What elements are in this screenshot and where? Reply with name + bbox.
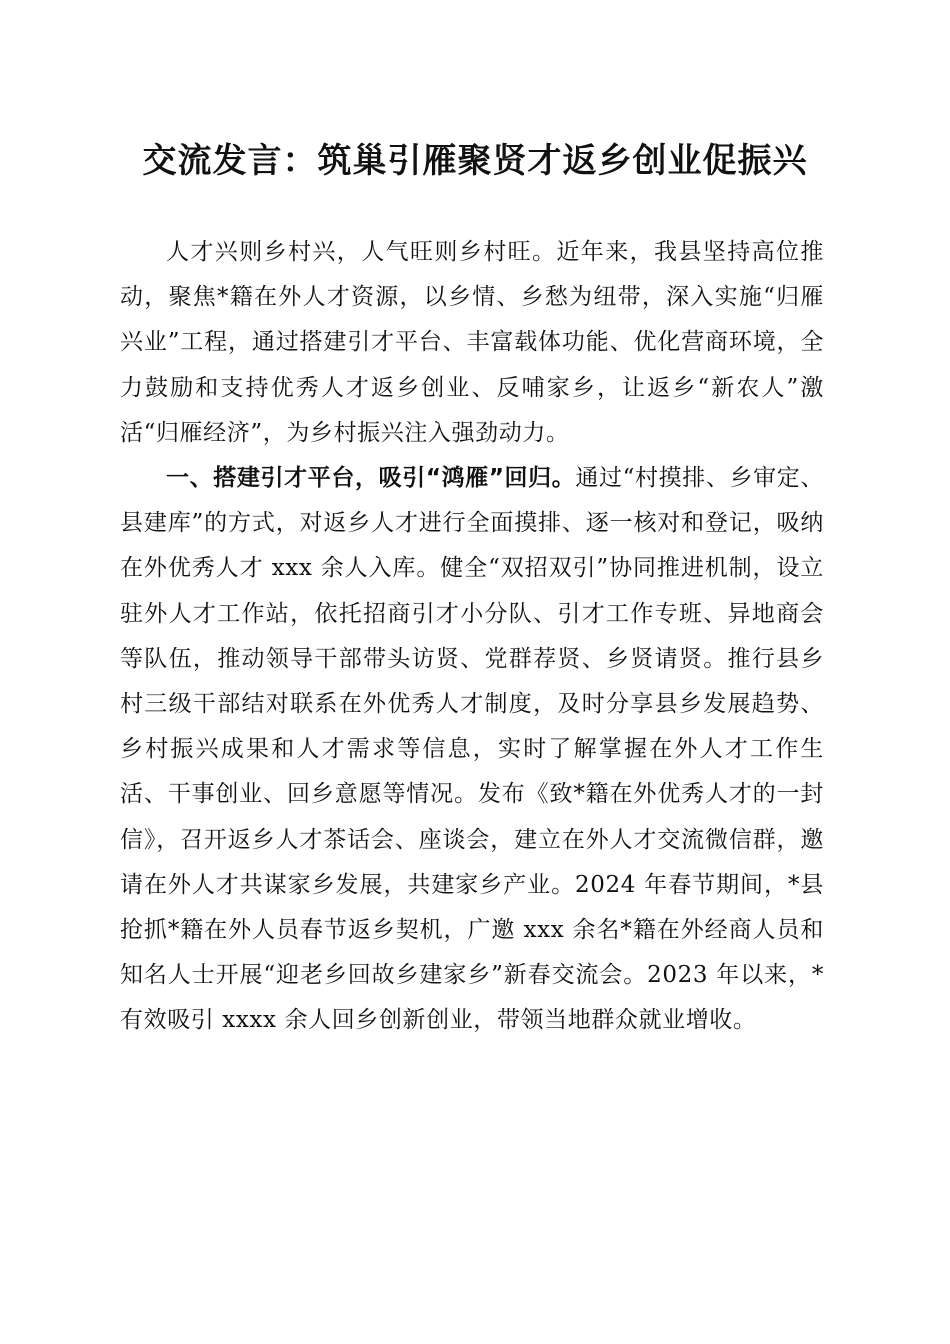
section-one-heading: 一、搭建引才平台，吸引“鸿雁”回归。	[166, 465, 576, 492]
intro-paragraph-text: 人才兴则乡村兴，人气旺则乡村旺。近年来，我县坚持高位推动，聚焦*籍在外人才资源，以乡情、乡愁为纽带，深入实施“归雁兴业”工程，通过搭建引才平台、丰富载体功能、优化营商环境，全力鼓励和支持优秀人才返乡创业、反哺家乡，让返乡“新农人”激活“归雁经济”，为乡村振兴注入强劲动力。	[120, 239, 824, 446]
section-one-paragraph	[120, 456, 824, 1044]
intro-paragraph	[120, 230, 824, 456]
section-one-text: 通过“村摸排、乡审定、县建库”的方式，对返乡人才进行全面摸排、逐一核对和登记，吸纳在外优秀人才 xxx 余人入库。健全“双招双引”协同推进机制，设立驻外人才工作站，依托招商引才小分队、引才工作专班、异地商会等队伍，推动领导干部带头访贤、党群荐贤、乡贤请贤。推行县乡村三级干部结对联系在外优秀人才制度，及时分享县乡发展趋势、乡村振兴成果和人才需求等信息，实时了解掌握在外人才工作生活、干事创业、回乡意愿等情况。发布《致*籍在外优秀人才的一封信》，召开返乡人才茶话会、座谈会，建立在外人才交流微信群，邀请在外人才共谋家乡发展，共建家乡产业。2024 年春节期间，*县抢抓*籍在外人员春节返乡契机，广邀 xxx 余名*籍在外经商人员和知名人士开展“迎老乡回故乡建家乡”新春交流会。2023 年以来，*有效吸引 xxxx 余人回乡创新创业，带领当地群众就业增收。	[120, 465, 824, 1034]
document-title: 交流发言：筑巢引雁聚贤才返乡创业促振兴	[142, 141, 808, 181]
document-body	[120, 230, 824, 1044]
